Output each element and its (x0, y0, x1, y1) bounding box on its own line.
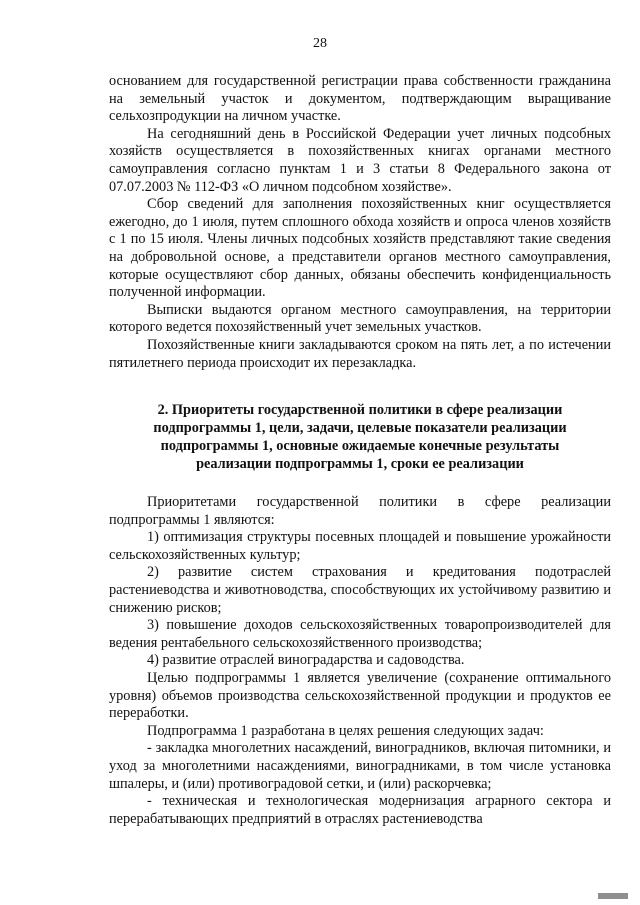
page-number: 28 (313, 36, 327, 51)
page-content (109, 73, 611, 828)
list-item: 4) развитие отраслей виноградарства и садоводства. (147, 652, 465, 669)
list-item: 3) повышение доходов сельскохозяйственных товаропроизводителей для ведения рентабельного сельскохозяйственного производства; (109, 617, 611, 651)
section-heading-line: подпрограммы 1, цели, задачи, целевые показатели реализации (153, 420, 567, 437)
section-heading-line: 2. Приоритеты государственной политики в сфере реализации (157, 402, 563, 419)
list-item: 2) развитие систем страхования и кредитования подотраслей растениеводства и животноводства, способствующих их устойчивому развитию и снижению рисков; (109, 564, 611, 616)
list-item: - закладка многолетних насаждений, виноградников, включая питомники, и уход за многолетними насаждениями, виноградниками, в том числе установка шпалеры, и (или) противоградовой сетки, и (или) раскорчевка; (109, 740, 611, 792)
list-item: 1) оптимизация структуры посевных площадей и повышение урожайности сельскохозяйственных культур; (109, 529, 611, 563)
section-heading (109, 401, 611, 473)
scan-mark (598, 893, 628, 899)
paragraph: На сегодняшний день в Российской Федерации учет личных подсобных хозяйств осуществляется в похозяйственных книгах органами местного самоуправления согласно пунктам 1 и 3 статьи 8 Федерального закона от 07.07.2003 № 112-ФЗ «О личном подсобном хозяйстве». (109, 125, 611, 195)
paragraph: Похозяйственные книги закладываются сроком на пять лет, а по истечении пятилетнего периода происходит их перезакладка. (109, 336, 611, 371)
list-item: - техническая и технологическая модернизация аграрного сектора и перерабатывающих предприятий в отраслях растениеводства (109, 793, 611, 827)
paragraph: Выписки выдаются органом местного самоуправления, на территории которого ведется похозяйственный учет земельных участков. (109, 301, 611, 336)
section-heading-line: подпрограммы 1, основные ожидаемые конечные результаты (160, 438, 560, 455)
paragraph: Целью подпрограммы 1 является увеличение (сохранение оптимального уровня) объемов производства сельскохозяйственной продукции и продуктов ее переработки. (109, 670, 611, 722)
paragraph: Сбор сведений для заполнения похозяйственных книг осуществляется ежегодно, до 1 июля, путем сплошного обхода хозяйств и опроса членов хозяйств с 1 по 15 июля. Члены личных подсобных хозяйств представляют такие сведения на добровольной основе, а представители органов местного самоуправления, которые осуществляют сбор данных, обязаны обеспечить конфиденциальность полученной информации. (109, 196, 611, 301)
paragraph: Приоритетами государственной политики в сфере реализации подпрограммы 1 являются: (109, 494, 611, 528)
paragraph: Подпрограмма 1 разработана в целях решения следующих задач: (147, 722, 544, 739)
section-heading-line: реализации подпрограммы 1, сроки ее реализации (196, 456, 524, 473)
paragraph: основанием для государственной регистрации права собственности гражданина на земельный участок и документом, подтверждающим выращивание сельхозпродукции на личном участке. (109, 73, 611, 125)
